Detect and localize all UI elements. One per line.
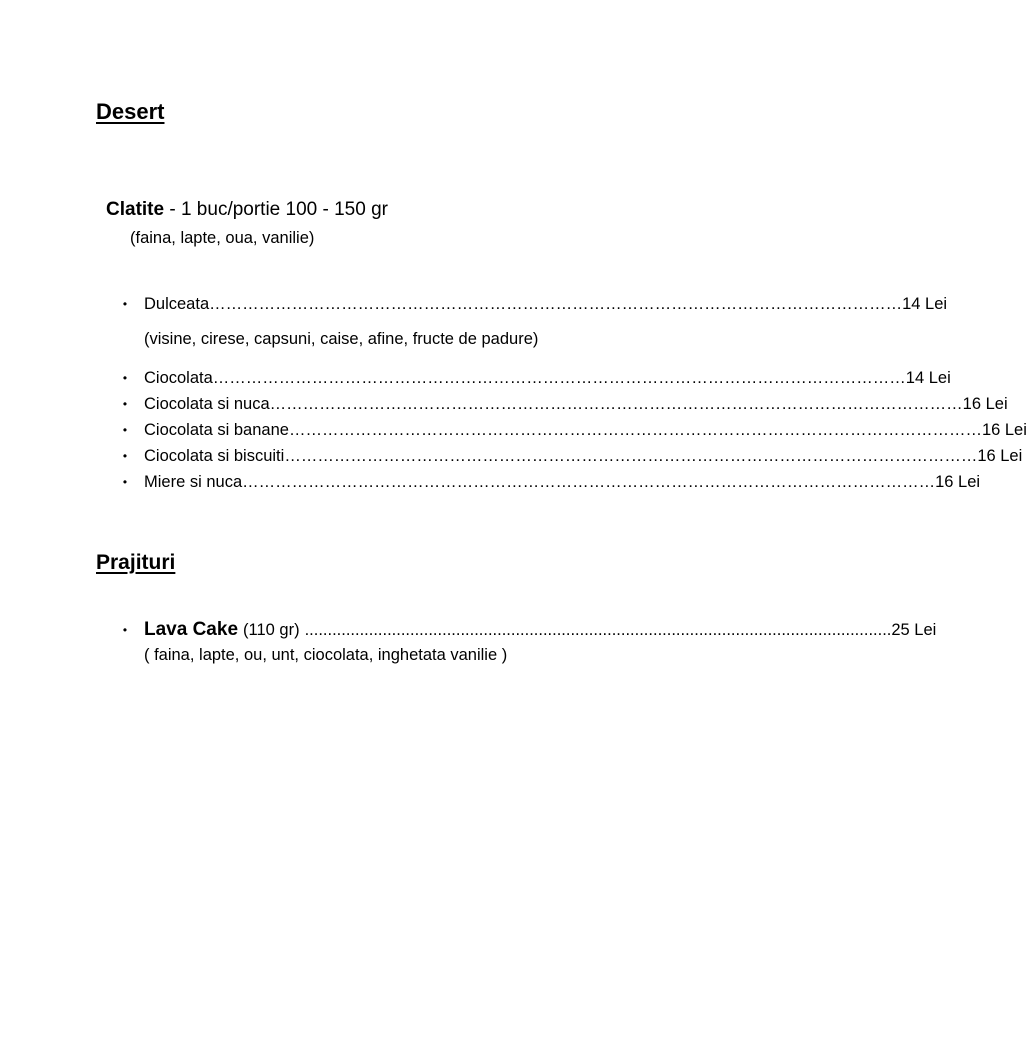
item-name: Ciocolata — [144, 369, 213, 387]
item-name: Ciocolata si nuca — [144, 395, 270, 413]
menu-row — [144, 471, 981, 493]
dot-leader: ……………………………………………………………………………………………………………… — [212, 369, 906, 387]
menu-row — [144, 445, 1023, 467]
item-name: Dulceata — [144, 295, 210, 313]
bullet-icon: • — [122, 623, 128, 637]
dot-leader: ................................................................................................................................ — [304, 621, 892, 639]
item-name: Lava Cake — [144, 619, 239, 640]
item-price: 16 Lei — [935, 473, 981, 491]
dot-leader: ……………………………………………………………………………………………………………… — [284, 447, 978, 465]
desert-heading: Desert — [96, 99, 165, 124]
prajituri-heading: Prajituri — [96, 551, 176, 574]
clatite-name: Clatite — [106, 199, 165, 220]
menu-row — [144, 393, 1008, 415]
dulceata-note: (visine, cirese, capsuni, caise, afine, fructe de padure) — [144, 330, 539, 348]
menu-row — [144, 617, 937, 643]
item-name: Ciocolata si banane — [144, 421, 289, 439]
lava-cake-ingredients: ( faina, lapte, ou, unt, ciocolata, inghetata vanilie ) — [144, 646, 508, 664]
dot-leader: ……………………………………………………………………………………………………………… — [209, 295, 903, 313]
item-price: 25 Lei — [891, 621, 937, 639]
item-price: 16 Lei — [981, 421, 1027, 439]
bullet-icon: • — [122, 475, 128, 489]
item-price: 14 Lei — [905, 369, 951, 387]
item-name: Miere si nuca — [144, 473, 243, 491]
menu-row — [144, 419, 1027, 441]
item-name: Ciocolata si biscuiti — [144, 447, 285, 465]
lava-cake-name-group — [144, 617, 300, 643]
dot-leader: ……………………………………………………………………………………………………………… — [242, 473, 936, 491]
bullet-icon: • — [122, 297, 128, 311]
item-price: 16 Lei — [962, 395, 1008, 413]
clatite-title — [106, 199, 388, 221]
item-price: 16 Lei — [977, 447, 1023, 465]
item-weight: (110 gr) — [243, 621, 300, 639]
bullet-icon: • — [122, 449, 128, 463]
menu-row — [144, 293, 948, 315]
bullet-icon: • — [122, 397, 128, 411]
item-price: 14 Lei — [902, 295, 948, 313]
clatite-details: - 1 buc/portie 100 - 150 gr — [169, 199, 388, 220]
dot-leader: ……………………………………………………………………………………………………………… — [288, 421, 982, 439]
bullet-icon: • — [122, 371, 128, 385]
bullet-icon: • — [122, 423, 128, 437]
menu-row — [144, 367, 951, 389]
clatite-ingredients: (faina, lapte, oua, vanilie) — [130, 229, 315, 247]
dot-leader: ……………………………………………………………………………………………………………… — [269, 395, 963, 413]
